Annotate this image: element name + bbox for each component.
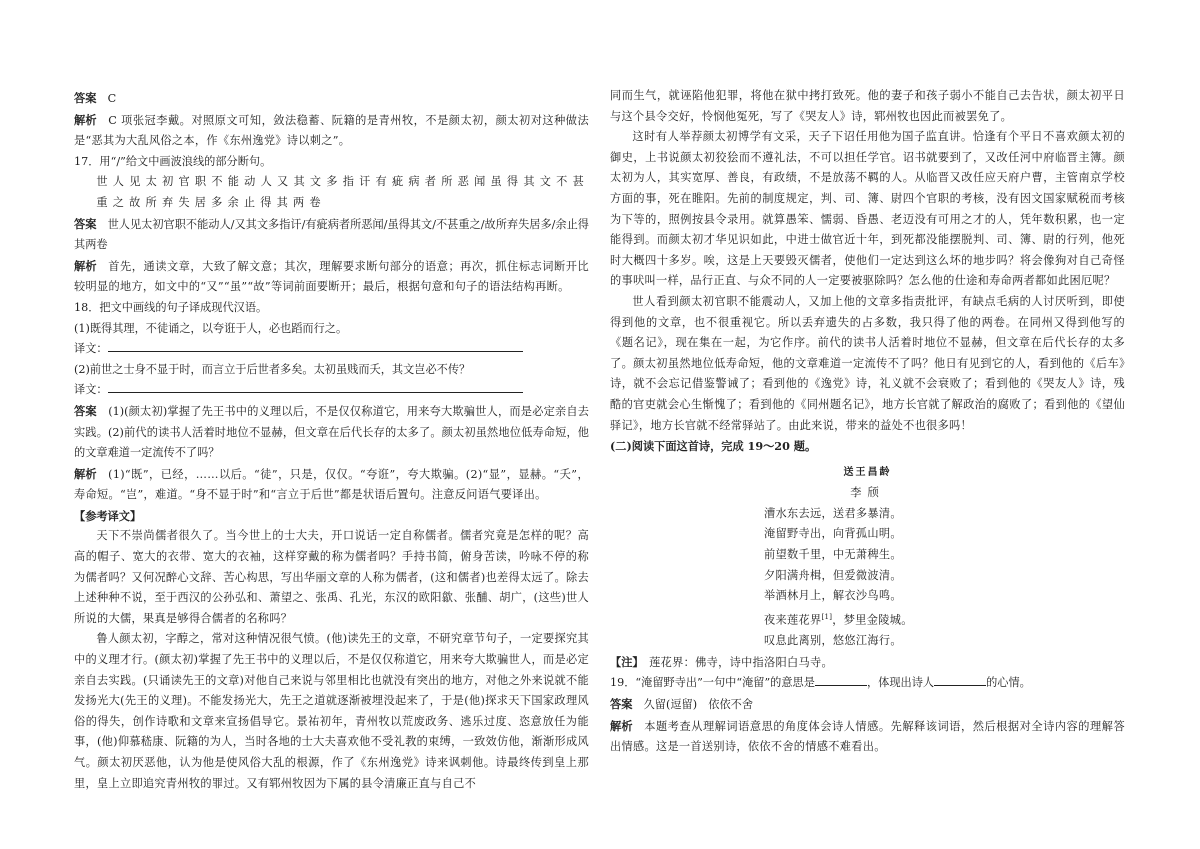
q19-blank-1[interactable] (815, 673, 867, 686)
left-column (74, 88, 589, 794)
poem-title: 送王昌龄 (843, 466, 892, 478)
answer-label: 答案 (74, 91, 97, 105)
section-2-title: (二)阅读下面这首诗，完成 19～20 题。 (610, 439, 817, 454)
footnote-marker: [1] (821, 612, 833, 621)
q18-translation-1-line (74, 339, 589, 360)
answer-label: 答案 (610, 696, 633, 711)
q19-answer: 久留(逗留) 依依不舍 (643, 697, 754, 711)
reference-para-2-continued: 同而生气，就诬陷他犯罪，将他在狱中拷打致死。他的妻子和孩子弱小不能自己去告状，颜太初平日与这个县令交好，怜悯他冤死，写了《哭友人》诗，郓州牧也因此而被罢免了。 (610, 89, 1125, 123)
poem-line: 夕阳满舟楫，但爱微波清。 (764, 568, 902, 582)
right-column (610, 86, 1125, 758)
q17-analysis: 首先，通读文章，大致了解文意；其次，理解要求断句部分的语意；再次，抓住标志词断开比较明显的地方，如文中的“又”“虽”“故”等词前面要断开；最后，根据句意和句子的语法结构再断。 (74, 259, 589, 294)
q18-answer-para (74, 401, 589, 464)
q16-answer: C (107, 92, 117, 105)
q19-title-part: 的心情。 (986, 676, 1031, 690)
answer-label: 答案 (74, 403, 97, 418)
answer-label: 答案 (74, 216, 97, 231)
poem-line: 淹留野寺出，向背孤山明。 (764, 527, 902, 541)
poem-line: 叹息此离别，悠悠江海行。 (764, 634, 902, 648)
reference-para-4: 世人看到颜太初官职不能震动人，又加上他的文章多指责批评，有缺点毛病的人讨厌听到，即使得到他的文章，也不很重视它。所以丢弃遗失的占多数，我只得了他的两卷。在同州又得到他写的《题名记》，现在集在一起，为它作序。前代的读书人活着时地位不显赫，但文章在后代长存的太多了。颜太初虽然地位低寿命短，他的文章难道一定流传不了吗？他日有见到它的人，看到他的《后车》诗，就不会忘记借鉴警诫了；看到他的《逸党》诗，礼义就不会衰败了；看到他的《哭友人》诗，残酷的官吏就会心生惭愧了；看到他的《同州题名记》，地方长官就了解政治的腐败了；看到他的《望仙驿记》，地方长官就不经常驿站了。由此来说，带来的益处不也很多吗！ (610, 294, 1125, 432)
poem-line: 前望数千里，中无萧稗生。 (764, 548, 902, 562)
q18-sentence-1: (1)既得其理，不徒诵之，以夸诳于人，必也蹈而行之。 (74, 321, 348, 335)
q17-analysis-para (74, 256, 589, 298)
q18-answer: (1)(颜太初)掌握了先王书中的义理以后，不是仅仅称道它，用来夸大欺骗世人，而是必定亲自去实践。(2)前代的读书人活着时地位不显赫，但文章在后代长存的太多了。颜太初虽然地位低寿命短，他的文章难道一定流传不了吗？ (74, 404, 589, 460)
poem-line-annotated (610, 607, 1125, 631)
translation-blank-1[interactable] (108, 339, 523, 352)
q19-title-part: 19．“淹留野寺出”一句中“淹留”的意思是 (610, 676, 815, 690)
poem-line: 漕水东去远，送君多暴清。 (764, 506, 902, 520)
analysis-label: 解析 (74, 466, 97, 481)
q19-answer-para (610, 694, 1125, 716)
note-label: 【注】 (610, 654, 638, 669)
q19-analysis: 本题考查从理解词语意思的角度体会诗人情感。先解释该词语，然后根据对全诗内容的理解答出情感。这是一首送别诗，依依不舍的情感不难看出。 (610, 719, 1125, 754)
q18-translation-2-line (74, 380, 589, 401)
q16-answer-line (74, 88, 589, 110)
translation-blank-2[interactable] (108, 380, 523, 393)
poem-line-part: ，梦里金陵城。 (832, 613, 913, 627)
reference-para-3: 这时有人举荐颜太初博学有文采，天子下诏任用他为国子监直讲。恰逢有个平日不喜欢颜太初的御史，上书说颜太初狡狯而不遵礼法，不可以担任学官。诏书就要到了，又改任河中府临晋主簿。颜太初为人，其实宽厚、善良，有政绩，不是放荡不羁的人。从临晋又改任应天府户曹，主管南京学校方面的事，死在睢阳。先前的制度规定，判、司、簿、尉四个官职的考核，没有因文国家赋税而考核为下等的，照例按县令录用。就算愚笨、懦弱、昏愚、老迈没有可用之才的人，凭年数积累，也一定能得到。而颜太初才华见识如此，中进士做官近十年，到死都没能摆脱判、司、簿、尉的行列，他死时大概四十多岁。唉，这是上天要毁灭儒者，使他们一定达到这么坏的地步吗？将会像狗对自己奇怪的事吠叫一样，品行正直、与众不同的人一定要被驱除吗？怎么他的仕途和寿命两者都如此困厄呢？ (610, 130, 1125, 288)
q18-analysis: (1)“既”，已经，……以后。“徒”，只是，仅仅。“夸诳”，夸大欺骗。(2)“显”，显赫。“夭”，寿命短。“岂”，难道。“身不显于时”和“言立于后世”都是状语后置句。注意反问语气要译出。 (74, 467, 589, 502)
note-text: 莲花界：佛寺，诗中指洛阳白马寺。 (649, 655, 833, 669)
analysis-label: 解析 (610, 718, 633, 733)
q16-analysis-para (74, 110, 589, 152)
reference-para-1: 天下不崇尚儒者很久了。当今世上的士大夫，开口说话一定自称儒者。儒者究竟是怎样的呢？高高的帽子、宽大的衣带、宽大的衣袖，这样穿戴的称为儒者吗？手持书简，俯身苦读，吟咏不停的称为儒者吗？又何况醉心文辞、苦心构思，写出华丽文章的人称为儒者，(这和儒者)也差得太远了。除去上述种种不说，至于西汉的公孙弘和、萧望之、张禹、孔光，东汉的欧阳歙、张酺、胡广，(这些)世人所说的大儒，果真是够得合儒者的名称吗？ (74, 529, 589, 625)
q18-sentence-2: (2)前世之士身不显于时，而言立于后世者多矣。太初虽贱而夭，其文岂必不传？ (74, 362, 471, 376)
poem-line: 举酒林月上，解衣沙鸟鸣。 (764, 589, 902, 603)
reference-translation-title: 【参考译文】 (74, 508, 142, 523)
q17-answer-para (74, 214, 589, 256)
analysis-label: 解析 (74, 258, 97, 273)
poem-author: 李颀 (850, 486, 885, 500)
q19-analysis-para (610, 716, 1125, 758)
q19-blank-2[interactable] (934, 673, 986, 686)
q19-title-part: ，体现出诗人 (866, 676, 935, 690)
q17-text: 世人见太初官职不能动人又其文多指讦有疵病者所恶闻虽得其文不甚重之故所弃失居多余止得其两卷 (96, 175, 589, 209)
q18-analysis-para (74, 464, 589, 506)
poem-note (610, 652, 1125, 674)
q17-title: 17．用“/”给文中画波浪线的部分断句。 (74, 154, 272, 168)
q17-answer: 世人见太初官职不能动人/又其文多指讦/有疵病者所恶闻/虽得其文/不甚重之/故所弃失居多/余止得其两卷 (74, 217, 589, 252)
translation-label: 译文： (74, 342, 108, 356)
q16-analysis: C 项张冠李戴。对照原文可知，敛法稳蓄、阮籍的是青州牧，不是颜太初，颜太初对这种做法是“恶其为大乱风俗之本，作《东州逸党》诗以刺之”。 (74, 113, 589, 148)
translation-label: 译文： (74, 383, 108, 397)
analysis-label: 解析 (74, 112, 97, 127)
poem-line-part: 夜来莲花界 (764, 613, 822, 627)
q18-title: 18．把文中画线的句子译成现代汉语。 (74, 300, 268, 314)
reference-para-2: 鲁人颜太初，字醇之，常对这种情况很气愤。(他)读先王的文章，不研究章节句子，一定要探究其中的义理才行。(颜太初)掌握了先王书中的义理以后，不是仅仅称道它，用来夸大欺骗世人，而是必定亲自去实践。(只诵读先王的文章)对他自己来说与邻里相比也就没有突出的地方，对他之外来说就不能发扬光大(先王的义理)。不能发扬光大，先王之道就逐渐被埋没起来了，于是(他)探求天下国家政理风俗的得失，创作诗歌和文章来宣扬倡导它。景祐初年，青州牧以荒废政务、逃乐过度、恣意放任为能事，(他)仰慕嵇康、阮籍的为人，当时各地的士大夫喜欢他不受礼教的束缚，一致效仿他，渐渐形成风气。颜太初厌恶他，认为他是使风俗大乱的根源，作了《东州逸党》诗来讽刺他。诗最终传到皇上那里，皇上立即追究青州牧的罪过。又有郓州牧因为下属的县令清廉正直与自己不 (74, 632, 589, 790)
q19-title (610, 673, 1125, 694)
